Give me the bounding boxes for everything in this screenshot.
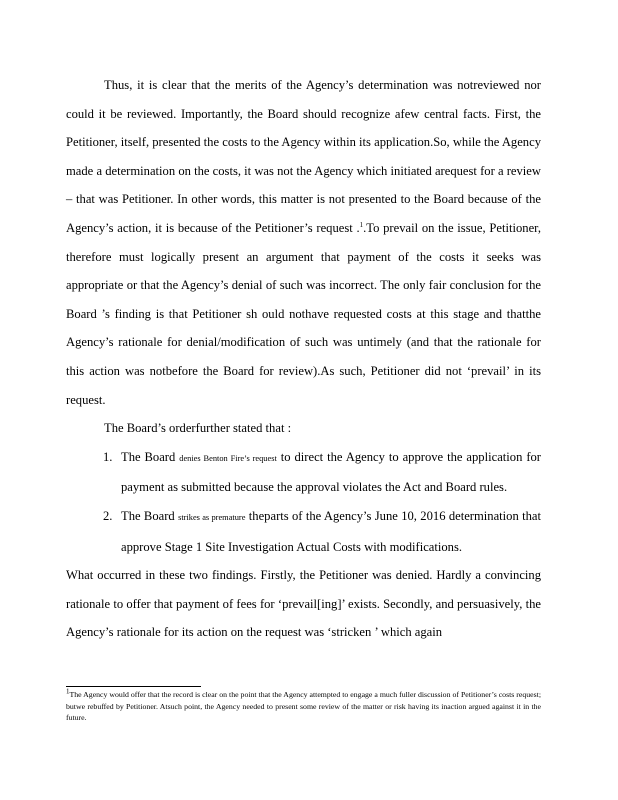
paragraph-3: What occurred in these two findings. Firstly, the Petitioner was denied. Hardly a convincing rationale to offer that payment of fees for ‘prevail[ing]’ exists. Secondly, and persuasively, the Agency’s rationale for its action on the request was ‘stricken ’ which again	[66, 568, 541, 640]
body-text	[66, 71, 541, 647]
order-list	[66, 443, 541, 561]
item-small-text: strikes as premature	[178, 512, 246, 522]
item-small-text: denies Benton Fire’s request	[179, 453, 277, 463]
item-rest: theparts of the Agency’s June 10, 2016 determination that approve Stage 1 Site Investigation Actual Costs with modifications.	[121, 508, 542, 554]
item-rest: to direct the Agency to approve the application for payment as submitted because the approval violates the Act and Board rules.	[121, 449, 542, 495]
item-lead: The Board	[121, 508, 175, 523]
list-number: 1.	[103, 449, 113, 464]
paragraph-1-part-a: Thus, it is clear that the merits of the Agency’s determination was notreviewed nor could it be reviewed. Importantly, the Board should recognize afew central facts. First, the Petitioner, itself, presented the costs to the Agency within its application.So, while the Agency made a determination on the costs, it was not the Agency which initiated arequest for a review – that was Petitioner. In other words, this matter is not presented to the Board because of the Agency’s action, it is because of the Petitioner’s request .	[66, 78, 541, 235]
order-item-1	[66, 443, 541, 502]
list-number: 2.	[103, 508, 113, 523]
footnote	[66, 689, 541, 724]
footnote-mark: 1	[66, 687, 70, 696]
footnote-text: The Agency would offer that the record is clear on the point that the Agency attempted to engage a much fuller discussion of Petitioner’s costs request; butwe rebuffed by Petitioner. Atsuch point, the Agency needed to present some review of the matter or risk having its inaction argued against it in the future.	[66, 690, 541, 723]
paragraph-1	[66, 71, 541, 414]
footnote-reference: 1	[359, 220, 364, 229]
paragraph-2: The Board’s orderfurther stated that :	[104, 421, 292, 436]
item-lead: The Board	[121, 449, 176, 464]
footnote-divider	[66, 686, 201, 687]
paragraph-1-part-b: .To prevail on the issue, Petitioner, therefore must logically present an argument that payment of the costs it seeks was appropriate or that the Agency’s denial of such was incorrect. The only fair conclusion for the Board ’s finding is that Petitioner sh ould nothave requested costs at this stage and thatthe Agency’s rationale for denial/modification of such was untimely (and that the rationale for this action was notbefore the Board for review).As such, Petitioner did not ‘prevail’ in its request.	[66, 220, 541, 407]
order-item-2	[66, 502, 541, 561]
